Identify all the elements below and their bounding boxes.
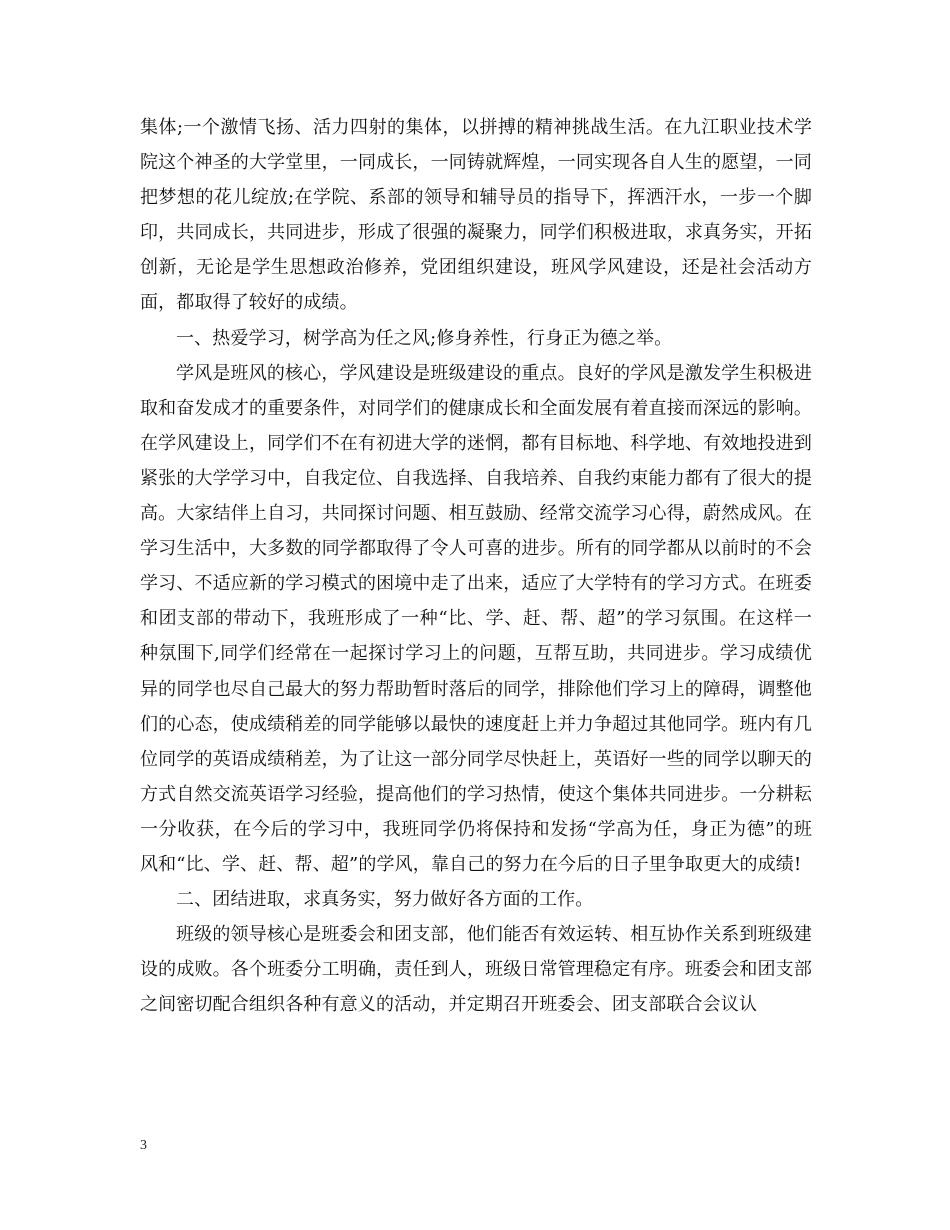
paragraph-intro-continued: 集体;一个激情飞扬、活力四射的集体，以拼搏的精神挑战生活。在九江职业技术学院这个神圣的大学堂里，一同成长，一同铸就辉煌，一同实现各自人生的愿望，一同把梦想的花儿绽放;在学院、系部的领导和辅导员的指导下，挥洒汗水，一步一个脚印，共同成长，共同进步，形成了很强的凝聚力，同学们积极进取，求真务实，开拓创新，无论是学生思想政治修养，党团组织建设，班风学风建设，还是社会活动方面，都取得了较好的成绩。 bbox=[140, 117, 812, 314]
section-heading-1: 一、热爱学习，树学高为任之风;修身养性，行身正为德之举。 bbox=[176, 327, 673, 349]
paragraph-class-committee: 班级的领导核心是班委会和团支部，他们能否有效运转、相互协作关系到班级建设的成败。各个班委分工明确，责任到人，班级日常管理稳定有序。班委会和团支部之间密切配合组织各种有意义的活动，并定期召开班委会、团支部联合会议认 bbox=[140, 924, 812, 1016]
paragraph-study-style: 学风是班风的核心，学风建设是班级建设的重点。良好的学风是激发学生积极进取和奋发成才的重要条件，对同学们的健康成长和全面发展有着直接而深远的影响。在学风建设上，同学们不在有初进大学的迷惘，都有目标地、科学地、有效地投进到紧张的大学学习中，自我定位、自我选择、自我培养、自我约束能力都有了很大的提高。大家结伴上自习，共同探讨问题、相互鼓励、经常交流学习心得，蔚然成风。在学习生活中，大多数的同学都取得了令人可喜的进步。所有的同学都从以前时的不会学习、不适应新的学习模式的困境中走了出来，适应了大学特有的学习方式。在班委和团支部的带动下，我班形成了一种“比、学、赶、帮、超”的学习氛围。在这样一种氛围下,同学们经常在一起探讨学习上的问题，互帮互助，共同进步。学习成绩优异的同学也尽自己最大的努力帮助暂时落后的同学，排除他们学习上的障碍，调整他们的心态，使成绩稍差的同学能够以最快的速度赶上并力争超过其他同学。班内有几位同学的英语成绩稍差，为了让这一部分同学尽快赶上，英语好一些的同学以聊天的方式自然交流英语学习经验，提高他们的学习热情，使这个集体共同进步。一分耕耘一分收获，在今后的学习中，我班同学仍将保持和发扬“学高为任，身正为德”的班风和“比、学、赶、帮、超”的学风，靠自己的努力在今后的日子里争取更大的成绩! bbox=[140, 362, 812, 875]
section-heading-2: 二、团结进取，求真务实，努力做好各方面的工作。 bbox=[176, 889, 594, 911]
page-number: 3 bbox=[140, 1138, 147, 1153]
document-body bbox=[140, 110, 812, 1022]
